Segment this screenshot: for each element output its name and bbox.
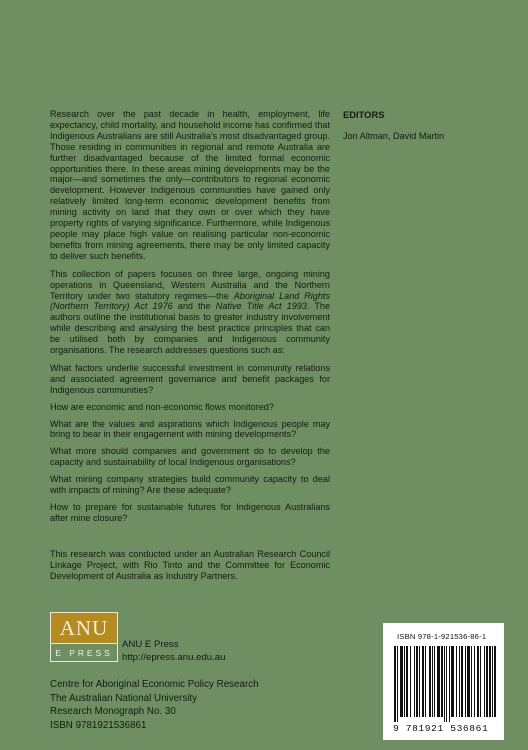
imprint-block bbox=[50, 678, 259, 732]
publisher-url[interactable]: http://epress.anu.edu.au bbox=[122, 651, 226, 663]
question-item: What factors underlie successful investment in community relations and associated agreement governance and benefit packages for Indigenous communities? bbox=[50, 362, 330, 395]
editors-names: Jon Altman, David Martin bbox=[343, 131, 445, 141]
barcode-bar bbox=[432, 646, 433, 717]
barcode-bar bbox=[489, 646, 491, 717]
barcode-bar bbox=[471, 646, 472, 717]
anu-epress-logo bbox=[50, 612, 118, 662]
barcode-bar bbox=[461, 646, 463, 717]
barcode-bar bbox=[414, 646, 415, 717]
question-item: What are the values and aspirations which Indigenous people may bring to bear in their engagement with mining developments? bbox=[50, 418, 330, 440]
publisher-block bbox=[122, 639, 225, 664]
imprint-isbn: ISBN 9781921536861 bbox=[50, 719, 147, 731]
barcode-bar bbox=[451, 646, 454, 717]
act-title-land-rights: Aboriginal Land Rights (Northern Territory) Act 1976 bbox=[50, 290, 330, 312]
barcode-icon bbox=[393, 646, 497, 722]
barcode-bar bbox=[486, 646, 488, 717]
barcode-bar bbox=[400, 646, 403, 717]
barcode-bar bbox=[429, 646, 431, 717]
blurb-p2-part-c: . The authors outline the institutional basis to greater industry involvement while describing and analysing the best practice principles that can be utilised both by companies and Indigenous community organisations. The research addresses questions such as: bbox=[50, 301, 330, 356]
barcode-bar bbox=[425, 646, 426, 717]
blurb-text bbox=[50, 109, 330, 589]
barcode-bar bbox=[484, 646, 485, 717]
barcode-bar bbox=[494, 646, 496, 717]
blurb-paragraph-2 bbox=[50, 269, 330, 356]
barcode-isbn-label: ISBN 978-1-921536-86-1 bbox=[397, 632, 487, 641]
barcode-bar bbox=[449, 646, 450, 722]
question-item: How are economic and non-economic flows monitored? bbox=[50, 401, 274, 412]
barcode-digits: 9 781921 536861 bbox=[393, 723, 489, 734]
barcode-bar bbox=[410, 646, 411, 717]
blurb-paragraph-1: Research over the past decade in health, employment, life expectancy, child mortality, and household income has confirmed that Indigenous Australians are still Australia's most disadvantaged group. Those residing in communities in regional and remote Australia are further disadvantaged because of the limited formal economic opportunities there. In these areas mining developments may be the major—and sometimes the only—contributors to regional economic development. However Indigenous communities have gained only relatively limited long-term economic development benefits from mining activity on land that they own or over which they have property rights of varying significance. Furthermore, while Indigenous people may place high value on realising particular non-economic benefits from mining agreements, there may be only limited capacity to deliver such benefits. bbox=[50, 109, 330, 261]
barcode-bar bbox=[422, 646, 424, 717]
blurb-p2-part-b: and the bbox=[172, 301, 216, 312]
barcode-bar bbox=[444, 646, 445, 722]
imprint-centre: Centre for Aboriginal Economic Policy Research bbox=[50, 679, 259, 690]
barcode-bar bbox=[404, 646, 405, 717]
barcode-bar bbox=[480, 646, 481, 717]
question-item: What more should companies and government do to develop the capacity and sustainability of local Indigenous organisations? bbox=[50, 446, 330, 468]
barcode-bar bbox=[477, 646, 479, 717]
question-item: What mining company strategies build community capacity to deal with impacts of mining? Are these adequate? bbox=[50, 474, 330, 496]
barcode-bar bbox=[434, 646, 435, 717]
editors-block bbox=[343, 109, 503, 142]
barcode-bar bbox=[459, 646, 460, 717]
barcode-bar bbox=[437, 646, 440, 717]
blurb-p2-part-a: This collection of papers focuses on three large, ongoing mining operations in Queensland, Western Australia and the Northern Territory under two statutory regimes—the bbox=[50, 268, 330, 301]
logo-anu-text: ANU bbox=[51, 613, 117, 644]
act-title-native-title: Native Title Act 1993 bbox=[215, 301, 307, 312]
barcode-bar bbox=[394, 646, 396, 722]
editors-heading: EDITORS bbox=[343, 109, 385, 120]
barcode-bar bbox=[467, 646, 470, 717]
barcode-bar bbox=[492, 646, 493, 717]
barcode-bar bbox=[456, 646, 457, 717]
barcode-bar bbox=[406, 646, 408, 717]
barcode-bar bbox=[465, 646, 466, 717]
barcode-bar bbox=[416, 646, 418, 717]
imprint-series: Research Monograph No. 30 bbox=[50, 706, 176, 718]
barcode-bar bbox=[419, 646, 420, 717]
funding-statement: This research was conducted under an Australian Research Council Linkage Project, with Rio Tinto and the Committee for Economic Development of Australia as Industry Partners. bbox=[50, 548, 330, 581]
barcode-bar bbox=[397, 646, 398, 722]
barcode-bar bbox=[446, 646, 447, 722]
publisher-name: ANU E Press bbox=[122, 639, 179, 650]
question-item: How to prepare for sustainable futures for Indigenous Australians after mine closure? bbox=[50, 502, 330, 523]
imprint-university: The Australian National University bbox=[50, 692, 198, 704]
barcode-bar bbox=[441, 646, 443, 717]
logo-epress-text: E PRESS bbox=[55, 647, 113, 658]
barcode-bar bbox=[474, 646, 475, 717]
isbn-barcode-panel bbox=[383, 623, 504, 740]
